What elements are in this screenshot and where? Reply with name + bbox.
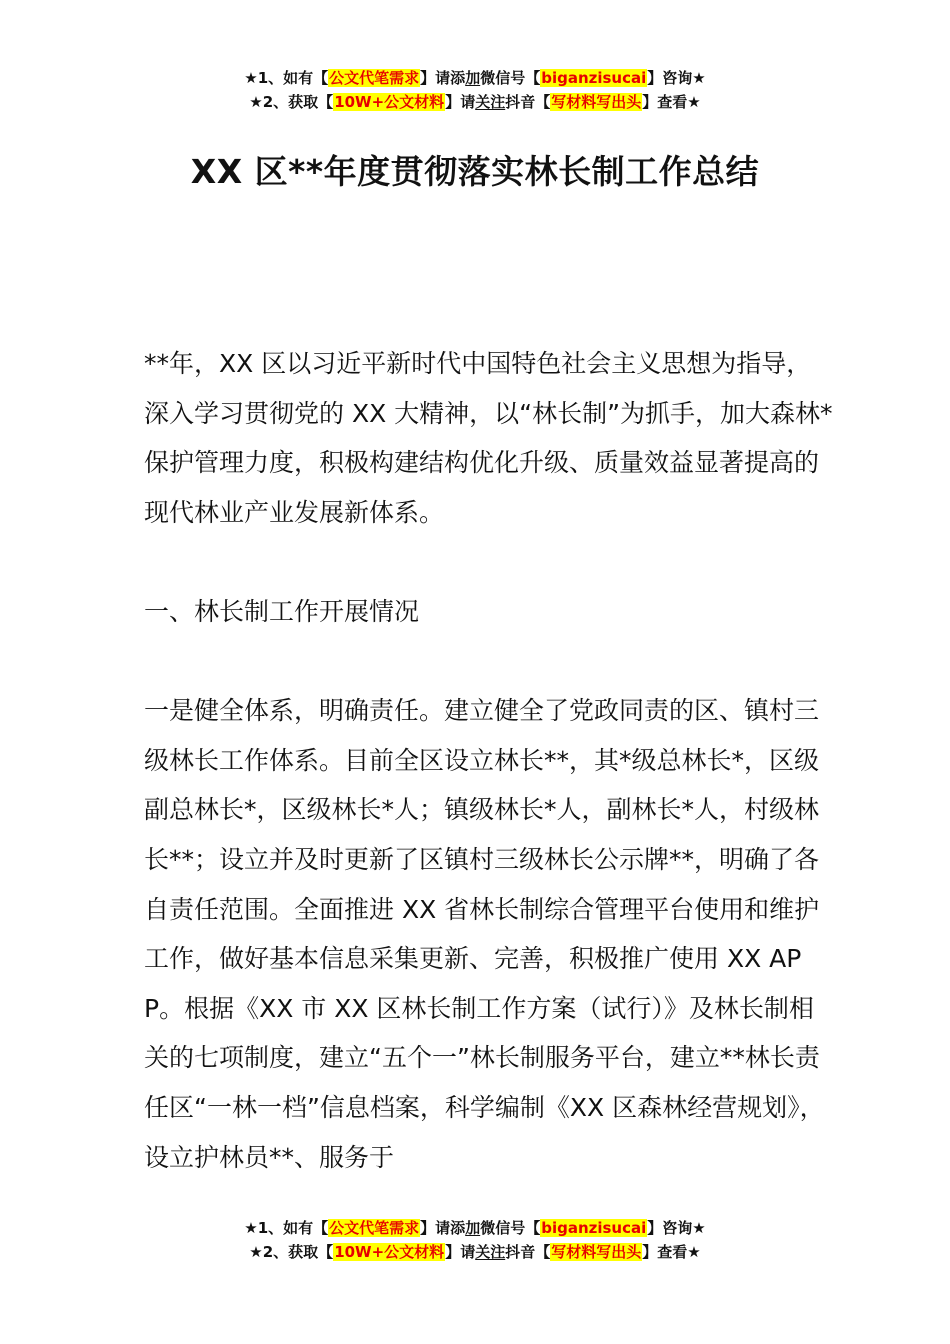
promo-text: 微信号【 <box>480 69 541 87</box>
promo-highlight: biganzisucai <box>541 69 647 87</box>
promo-highlight: 写材料写出头 <box>551 93 642 111</box>
promo-line-1 <box>0 66 950 90</box>
promo-highlight: 公文代笔需求 <box>329 1219 420 1237</box>
section-heading: 一、林长制工作开展情况 <box>144 596 420 626</box>
intro-paragraph: **年，XX 区以习近平新时代中国特色社会主义思想为指导，深入学习贯彻党的 XX 大精神，以“林长制”为抓手，加大森林*保护管理力度，积极构建结构优化升级、质量效益显著提高的现代林业产业发展新体系。 <box>144 349 833 527</box>
promo-text: 】请 <box>445 93 476 111</box>
promo-banner-top <box>0 66 950 114</box>
promo-highlight: biganzisucai <box>541 1219 647 1237</box>
promo-text: 】请添 <box>420 69 466 87</box>
promo-text: 】请添 <box>420 1219 466 1237</box>
promo-text: ★2、获取【 <box>249 1243 334 1261</box>
promo-text: 】查看★ <box>642 1243 701 1261</box>
document-body <box>144 339 834 1232</box>
promo-line-1 <box>0 1216 950 1240</box>
promo-highlight: 公文代笔需求 <box>329 69 420 87</box>
promo-text: ★1、如有【 <box>244 1219 329 1237</box>
promo-text: 】查看★ <box>642 93 701 111</box>
body-paragraph: 一是健全体系，明确责任。建立健全了党政同责的区、镇村三级林长工作体系。目前全区设立林长**，其*级总林长*，区级副总林长*，区级林长*人；镇级林长*人，副林长*人，村级林长**；设立并及时更新了区镇村三级林长公示牌**，明确了各自责任范围。全面推进 XX 省林长制综合管理平台使用和维护工作，做好基本信息采集更新、完善，积极推广使用 XX APP。根据《XX 市 XX 区林长制工作方案（试行）》及林长制相关的七项制度，建立“五个一”林长制服务平台，建立**林长责任区“一林一档”信息档案，科学编制《XX 区森林经营规划》，设立护林员**、服务于 <box>144 696 825 1172</box>
promo-underline: 关注 <box>475 1243 506 1261</box>
promo-text: 抖音【 <box>505 93 551 111</box>
promo-text: ★2、获取【 <box>249 93 334 111</box>
promo-line-2 <box>0 1240 950 1264</box>
promo-line-2 <box>0 90 950 114</box>
promo-text: 】咨询★ <box>647 1219 706 1237</box>
promo-underline: 加 <box>465 69 481 87</box>
promo-text: 】咨询★ <box>647 69 706 87</box>
promo-highlight: 写材料写出头 <box>551 1243 642 1261</box>
promo-highlight: 10W+公文材料 <box>334 1243 445 1261</box>
promo-underline: 关注 <box>475 93 506 111</box>
promo-banner-bottom <box>0 1216 950 1264</box>
promo-text: 抖音【 <box>505 1243 551 1261</box>
promo-text: ★1、如有【 <box>244 69 329 87</box>
promo-text: 】请 <box>445 1243 476 1261</box>
promo-underline: 加 <box>465 1219 481 1237</box>
promo-text: 微信号【 <box>480 1219 541 1237</box>
document-title: XX 区**年度贯彻落实林长制工作总结 <box>190 152 760 191</box>
promo-highlight: 10W+公文材料 <box>334 93 445 111</box>
